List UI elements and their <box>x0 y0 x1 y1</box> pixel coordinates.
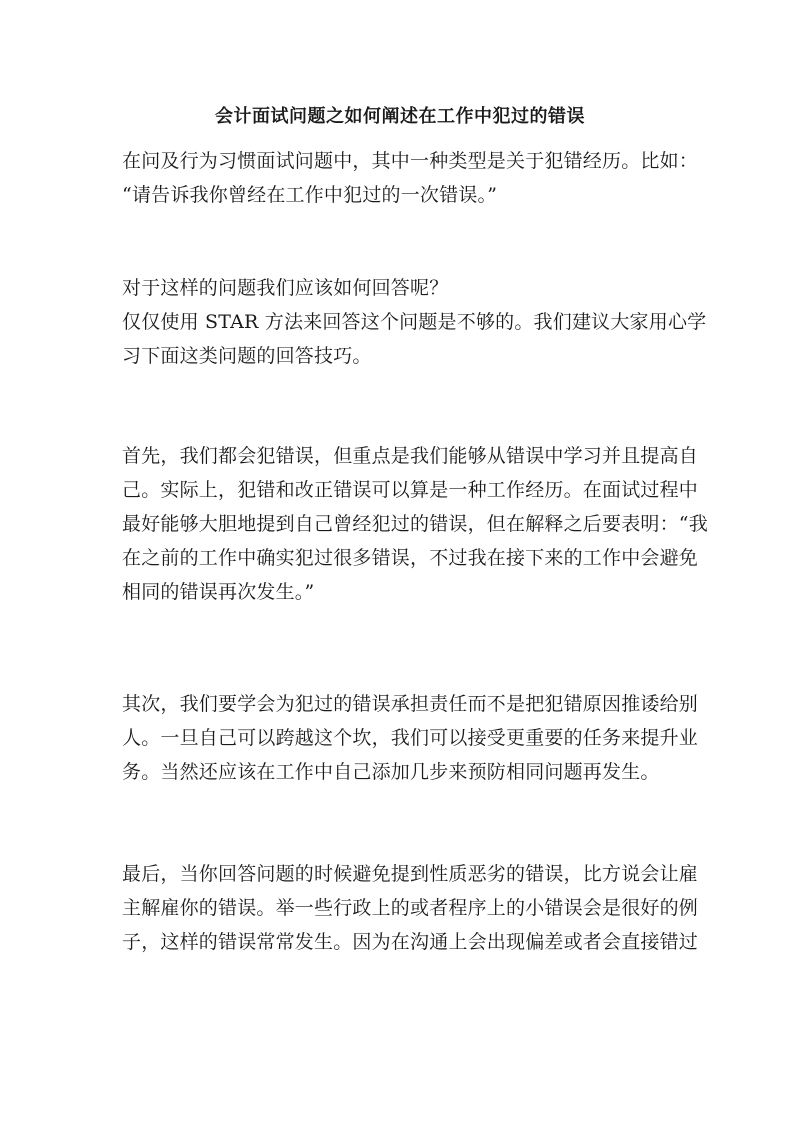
paragraph-5-line-1: 最后，当你回答问题的时候避免提到性质恶劣的错误，比方说会让雇 <box>122 863 699 885</box>
paragraph-2 <box>122 271 707 373</box>
paragraph-2-line-2: 仅仅使用 STAR 方法来回答这个问题是不够的。我们建议大家用心学 <box>122 311 707 333</box>
paragraph-3-line-4: 在之前的工作中确实犯过很多错误，不过我在接下来的工作中会避免 <box>122 547 699 569</box>
paragraph-3-line-3: 最好能够大胆地提到自己曾经犯过的错误，但在解释之后要表明：“我 <box>122 513 708 535</box>
paragraph-3-line-2: 己。实际上，犯错和改正错误可以算是一种工作经历。在面试过程中 <box>122 479 699 501</box>
paragraph-5-line-2: 主解雇你的错误。举一些行政上的或者程序上的小错误会是很好的例 <box>122 897 699 919</box>
paragraph-1-line-1: 在问及行为习惯面试问题中，其中一种类型是关于犯错经历。比如： <box>122 150 699 172</box>
paragraph-1 <box>122 144 699 212</box>
paragraph-3-line-5: 相同的错误再次发生。” <box>122 581 315 603</box>
paragraph-1-line-2: “请告诉我你曾经在工作中犯过的一次错误。” <box>122 184 498 206</box>
paragraph-3 <box>122 439 708 609</box>
paragraph-4-line-2: 人。一旦自己可以跨越这个坎，我们可以接受更重要的任务来提升业 <box>122 727 699 749</box>
paragraph-3-line-1: 首先，我们都会犯错误，但重点是我们能够从错误中学习并且提高自 <box>122 445 699 467</box>
document-title: 会计面试问题之如何阐述在工作中犯过的错误 <box>215 106 585 127</box>
paragraph-2-line-3: 习下面这类问题的回答技巧。 <box>122 345 372 367</box>
paragraph-5 <box>122 857 699 959</box>
paragraph-2-line-1: 对于这样的问题我们应该如何回答呢？ <box>122 277 449 299</box>
paragraph-4 <box>122 687 699 789</box>
paragraph-4-line-3: 务。当然还应该在工作中自己添加几步来预防相同问题再发生。 <box>122 761 660 783</box>
paragraph-5-line-3: 子，这样的错误常常发生。因为在沟通上会出现偏差或者会直接错过 <box>122 931 699 953</box>
paragraph-4-line-1: 其次，我们要学会为犯过的错误承担责任而不是把犯错原因推诿给别 <box>122 693 699 715</box>
